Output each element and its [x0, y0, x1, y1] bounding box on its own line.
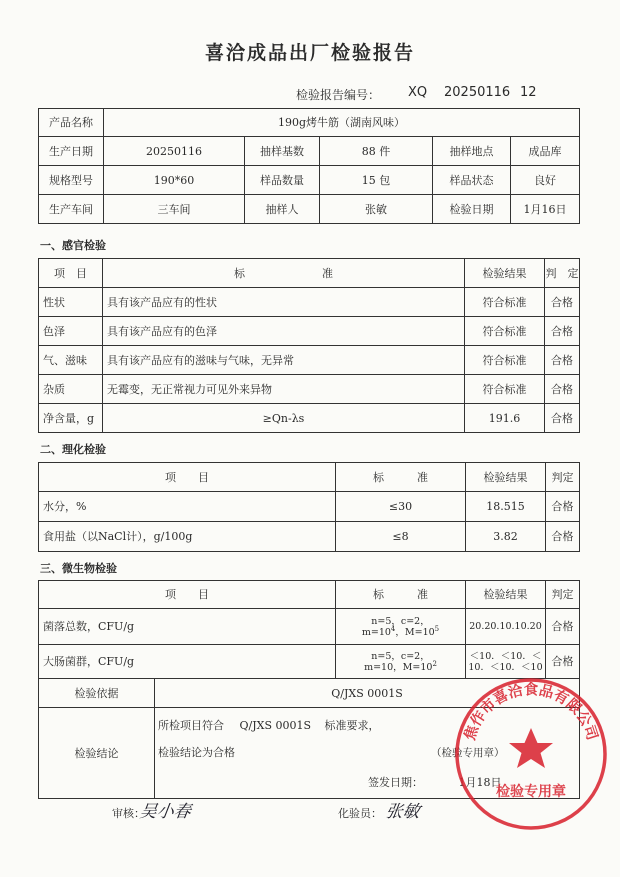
sensory-header-standard: 标 准 — [103, 259, 465, 288]
physchem-result: 18.515 — [466, 492, 546, 522]
sensory-header-judge: 判 定 — [545, 259, 580, 288]
micro-result-line2: 10．＜10．＜10 — [468, 661, 543, 673]
micro-standard-line2 — [336, 659, 465, 673]
issue-date-label: 签发日期： — [368, 776, 423, 789]
sample-state: 良好 — [511, 166, 580, 195]
prod-date-label: 生产日期 — [39, 137, 104, 166]
micro-standard-line1: n=5，c=2， — [371, 650, 430, 662]
sensory-judge: 合格 — [545, 404, 580, 433]
seal-center-text: 检验专用章 — [496, 784, 566, 800]
physchem-table — [38, 462, 580, 552]
physchem-standard: ≤8 — [336, 522, 466, 552]
micro-section-title: 三、微生物检验 — [40, 562, 117, 575]
sample-base: 88 件 — [320, 137, 433, 166]
sensory-result: 符合标准 — [465, 375, 545, 404]
sensory-judge: 合格 — [545, 375, 580, 404]
report-number-seq: 12 — [520, 85, 537, 100]
conclusion-line1-a: 所检项目符合 — [158, 719, 224, 732]
basis-value: Q/JXS 0001S — [155, 679, 580, 708]
sensory-judge: 合格 — [545, 317, 580, 346]
physchem-item: 食用盐（以NaCl计），g/100g — [39, 522, 336, 552]
tester-label: 化验员： — [338, 807, 382, 820]
sample-qty: 15 包 — [320, 166, 433, 195]
table-row — [39, 609, 580, 645]
conclusion-label: 检验结论 — [39, 708, 155, 799]
table-row — [39, 288, 580, 317]
sensory-header-result: 检验结果 — [465, 259, 545, 288]
micro-standard-m-exp: 4 — [390, 624, 396, 633]
report-title: 喜洽成品出厂检验报告 — [204, 42, 415, 64]
sensory-result: 符合标准 — [465, 346, 545, 375]
basis-label: 检验依据 — [39, 679, 155, 708]
sensory-header-item: 项 目 — [39, 259, 103, 288]
report-number-prefix: XQ — [408, 85, 428, 100]
physchem-standard: ≤30 — [336, 492, 466, 522]
micro-item: 大肠菌群，CFU/g — [39, 645, 336, 679]
table-row — [39, 404, 580, 433]
micro-table — [38, 580, 580, 679]
report-number-label: 检验报告编号： — [296, 88, 381, 102]
table-row — [39, 375, 580, 404]
sample-base-label: 抽样基数 — [245, 137, 320, 166]
micro-standard-m: m=10 — [361, 626, 391, 638]
product-name-label: 产品名称 — [39, 109, 104, 137]
sensory-result: 191.6 — [465, 404, 545, 433]
micro-header-result: 检验结果 — [466, 581, 546, 609]
micro-standard — [336, 609, 466, 645]
sensory-standard: 无霉变，无正常视力可见外来异物 — [103, 375, 465, 404]
micro-result-line1: ＜10．＜10．＜ — [469, 650, 542, 662]
seal-ring-text: 焦作市喜洽食品有限公司 — [462, 682, 600, 743]
company-seal — [453, 676, 609, 832]
sample-qty-label: 样品数量 — [245, 166, 320, 195]
micro-result — [466, 645, 546, 679]
table-row — [39, 645, 580, 679]
spec-label: 规格型号 — [39, 166, 104, 195]
reviewer-label: 审核： — [112, 807, 145, 820]
conclusion-line1 — [158, 717, 380, 733]
micro-standard-line2 — [336, 624, 465, 638]
spec: 190*60 — [104, 166, 245, 195]
physchem-judge: 合格 — [546, 492, 580, 522]
product-name: 190g烤牛筋（湖南风味） — [104, 109, 580, 137]
inspect-date: 1月16日 — [511, 195, 580, 224]
sensory-standard: 具有该产品应有的滋味与气味，无异常 — [103, 346, 465, 375]
sample-state-label: 样品状态 — [433, 166, 511, 195]
sensory-judge: 合格 — [545, 288, 580, 317]
sample-place-label: 抽样地点 — [433, 137, 511, 166]
table-row — [39, 346, 580, 375]
conclusion-line1-std: Q/JXS 0001S — [239, 719, 312, 732]
reviewer-signature: 吴小春 — [138, 802, 193, 822]
report-number-date: 20250116 — [444, 85, 511, 100]
micro-standard-M: ，M=10 — [395, 626, 435, 638]
micro-judge: 合格 — [546, 609, 580, 645]
sensory-item: 色泽 — [39, 317, 103, 346]
micro-header-standard: 标 准 — [336, 581, 466, 609]
physchem-header-result: 检验结果 — [466, 463, 546, 492]
micro-standard-M-exp: 5 — [434, 624, 440, 633]
physchem-section-title: 二、理化检验 — [40, 443, 106, 456]
seal-star-icon — [509, 728, 553, 768]
sensory-section-title: 一、感官检验 — [40, 239, 106, 252]
issue-date: 1月18日 — [458, 776, 502, 789]
conclusion-line2: 检验结论为合格 — [158, 746, 235, 759]
sensory-result: 符合标准 — [465, 288, 545, 317]
sensory-table — [38, 258, 580, 433]
micro-result — [466, 609, 546, 645]
table-row — [39, 522, 580, 552]
inspect-date-label: 检验日期 — [433, 195, 511, 224]
sensory-result: 符合标准 — [465, 317, 545, 346]
sampler: 张敏 — [320, 195, 433, 224]
sensory-standard: ≥Qn-λs — [103, 404, 465, 433]
micro-standard-m: m=10，M=10 — [364, 661, 433, 673]
table-row — [39, 317, 580, 346]
physchem-header-judge: 判定 — [546, 463, 580, 492]
sensory-item: 性状 — [39, 288, 103, 317]
info-table — [38, 108, 580, 224]
tester-signature: 张敏 — [384, 802, 422, 822]
micro-header-item: 项 目 — [39, 581, 336, 609]
sensory-item: 净含量，g — [39, 404, 103, 433]
micro-item: 菌落总数，CFU/g — [39, 609, 336, 645]
micro-standard-M-exp: 2 — [432, 659, 437, 668]
physchem-item: 水分，% — [39, 492, 336, 522]
report-number — [296, 85, 537, 103]
sensory-standard: 具有该产品应有的色泽 — [103, 317, 465, 346]
physchem-judge: 合格 — [546, 522, 580, 552]
sensory-standard: 具有该产品应有的性状 — [103, 288, 465, 317]
sampler-label: 抽样人 — [245, 195, 320, 224]
physchem-header-standard: 标 准 — [336, 463, 466, 492]
micro-standard-line1: n=5，c=2， — [371, 615, 430, 627]
micro-standard — [336, 645, 466, 679]
prod-date: 20250116 — [104, 137, 245, 166]
physchem-result: 3.82 — [466, 522, 546, 552]
micro-header-judge: 判定 — [546, 581, 580, 609]
table-row — [39, 492, 580, 522]
micro-judge: 合格 — [546, 645, 580, 679]
workshop-label: 生产车间 — [39, 195, 104, 224]
conclusion-line1-b: 标准要求， — [324, 719, 380, 732]
sensory-item: 气、滋味 — [39, 346, 103, 375]
workshop: 三车间 — [104, 195, 245, 224]
sample-place: 成品库 — [511, 137, 580, 166]
stamp-note: （检验专用章） — [431, 747, 505, 759]
physchem-header-item: 项 目 — [39, 463, 336, 492]
sensory-item: 杂质 — [39, 375, 103, 404]
micro-result-line1: 20.20.10.10.20 — [469, 621, 542, 632]
sensory-judge: 合格 — [545, 346, 580, 375]
